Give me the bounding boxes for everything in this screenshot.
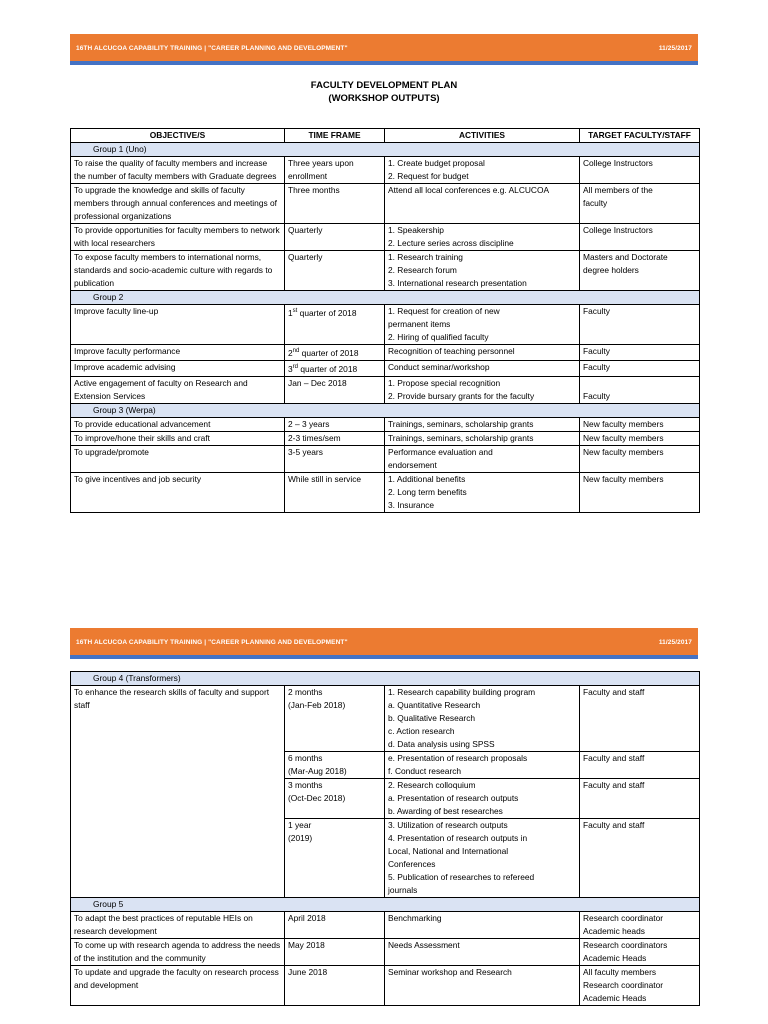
cell-target: New faculty members: [580, 472, 700, 512]
group-row: [71, 291, 700, 305]
cell-target: Faculty: [580, 360, 700, 376]
cell-objective: Improve faculty performance: [71, 345, 285, 361]
cell-activities: Needs Assessment: [385, 939, 580, 966]
page-header-band: [70, 34, 698, 62]
cell-target: New faculty members: [580, 431, 700, 445]
cell-timeframe: 3-5 years: [285, 445, 385, 472]
table-row: [71, 912, 700, 939]
group-row: [71, 672, 700, 686]
cell-target: Faculty: [580, 345, 700, 361]
table-row: [71, 417, 700, 431]
cell-timeframe: While still in service: [285, 472, 385, 512]
header-date: 11/25/2017: [658, 638, 692, 646]
cell-objective: To update and upgrade the faculty on research process and development: [71, 966, 285, 1006]
cell-target: Research coordinators Academic Heads: [580, 939, 700, 966]
cell-target: College Instructors: [580, 224, 700, 251]
cell-timeframe: Jan – Dec 2018: [285, 376, 385, 403]
col-header-target: TARGET FACULTY/STAFF: [580, 129, 700, 143]
document-title-line1: FACULTY DEVELOPMENT PLAN: [310, 80, 458, 91]
cell-objective: To upgrade the knowledge and skills of faculty members through annual conferences and meetings of professional organizations: [71, 184, 285, 224]
cell-activities: Trainings, seminars, scholarship grants: [385, 417, 580, 431]
cell-target: New faculty members: [580, 445, 700, 472]
cell-timeframe: May 2018: [285, 939, 385, 966]
table-row: [71, 376, 700, 403]
cell-timeframe: 3rd quarter of 2018: [285, 360, 385, 376]
cell-activities: Performance evaluation and endorsement: [385, 445, 580, 472]
cell-activities: 1. Create budget proposal 2. Request for budget: [385, 157, 580, 184]
table-row: [71, 445, 700, 472]
cell-objective: To enhance the research skills of faculty and support staff: [71, 686, 285, 898]
cell-activities: Recognition of teaching personnel: [385, 345, 580, 361]
cell-objective: To give incentives and job security: [71, 472, 285, 512]
cell-target: Faculty and staff: [580, 819, 700, 898]
cell-activities: 1. Request for creation of new permanent items 2. Hiring of qualified faculty: [385, 305, 580, 345]
cell-objective: To raise the quality of faculty members and increase the number of faculty members with Graduate degrees: [71, 157, 285, 184]
group-label: Group 5: [71, 898, 700, 912]
document-title: [70, 79, 698, 105]
cell-timeframe: Three months: [285, 184, 385, 224]
faculty-plan-table-continued: [70, 671, 700, 1006]
cell-target: Faculty: [580, 305, 700, 345]
cell-activities: e. Presentation of research proposals f. Conduct research: [385, 752, 580, 779]
col-header-timeframe: TIME FRAME: [285, 129, 385, 143]
cell-objective: To provide educational advancement: [71, 417, 285, 431]
cell-activities: 1. Additional benefits 2. Long term benefits 3. Insurance: [385, 472, 580, 512]
document-title-line2: (WORKSHOP OUTPUTS): [328, 93, 440, 104]
col-header-objective: OBJECTIVE/S: [71, 129, 285, 143]
cell-objective: To adapt the best practices of reputable HEIs on research development: [71, 912, 285, 939]
header-date: 11/25/2017: [658, 44, 692, 52]
cell-objective: Improve faculty line-up: [71, 305, 285, 345]
table-row: [71, 431, 700, 445]
table-row: [71, 251, 700, 291]
cell-timeframe: 2-3 times/sem: [285, 431, 385, 445]
group-row: [71, 403, 700, 417]
cell-timeframe: Quarterly: [285, 251, 385, 291]
cell-activities: 1. Research training 2. Research forum 3. International research presentation: [385, 251, 580, 291]
table-row: [71, 305, 700, 345]
group-label: Group 3 (Werpa): [71, 403, 700, 417]
cell-objective: To come up with research agenda to address the needs of the institution and the community: [71, 939, 285, 966]
table-row: [71, 345, 700, 361]
cell-activities: Conduct seminar/workshop: [385, 360, 580, 376]
cell-timeframe: April 2018: [285, 912, 385, 939]
table-row: [71, 157, 700, 184]
header-training-title: 16TH ALCUCOA CAPABILITY TRAINING | "CAREER PLANNING AND DEVELOPMENT": [76, 638, 348, 646]
cell-target: Faculty and staff: [580, 779, 700, 819]
cell-timeframe: 3 months (Oct-Dec 2018): [285, 779, 385, 819]
table-row: [71, 184, 700, 224]
cell-target: Faculty: [580, 376, 700, 403]
table-row: [71, 224, 700, 251]
group-row: [71, 143, 700, 157]
page2-header-band: [70, 628, 698, 656]
cell-timeframe: 2 – 3 years: [285, 417, 385, 431]
faculty-plan-table: [70, 128, 700, 513]
cell-timeframe: 1st quarter of 2018: [285, 305, 385, 345]
table-row: [71, 939, 700, 966]
col-header-activities: ACTIVITIES: [385, 129, 580, 143]
cell-timeframe: 2 months (Jan-Feb 2018): [285, 686, 385, 752]
group-row: [71, 898, 700, 912]
cell-activities: Attend all local conferences e.g. ALCUCOA: [385, 184, 580, 224]
cell-timeframe: Three years upon enrollment: [285, 157, 385, 184]
table-row: [71, 472, 700, 512]
cell-activities: Seminar workshop and Research: [385, 966, 580, 1006]
group-label: Group 2: [71, 291, 700, 305]
cell-activities: 1. Speakership 2. Lecture series across discipline: [385, 224, 580, 251]
cell-activities: 3. Utilization of research outputs 4. Presentation of research outputs in Local, National and International Conferences 5. Publication of researches to refereed journals: [385, 819, 580, 898]
cell-objective: Active engagement of faculty on Research and Extension Services: [71, 376, 285, 403]
cell-activities: 1. Research capability building program a. Quantitative Research b. Qualitative Research c. Action research d. Data analysis using SPSS: [385, 686, 580, 752]
header-training-title: 16TH ALCUCOA CAPABILITY TRAINING | "CAREER PLANNING AND DEVELOPMENT": [76, 44, 348, 52]
cell-target: All members of the faculty: [580, 184, 700, 224]
table-header-row: [71, 129, 700, 143]
cell-activities: 2. Research colloquium a. Presentation of research outputs b. Awarding of best researches: [385, 779, 580, 819]
cell-timeframe: 6 months (Mar-Aug 2018): [285, 752, 385, 779]
group-label: Group 4 (Transformers): [71, 672, 700, 686]
cell-target: All faculty members Research coordinator Academic Heads: [580, 966, 700, 1006]
cell-target: Masters and Doctorate degree holders: [580, 251, 700, 291]
cell-target: Faculty and staff: [580, 752, 700, 779]
cell-activities: 1. Propose special recognition 2. Provide bursary grants for the faculty: [385, 376, 580, 403]
cell-activities: Benchmarking: [385, 912, 580, 939]
table-row: [71, 686, 700, 752]
cell-timeframe: 2nd quarter of 2018: [285, 345, 385, 361]
cell-target: College Instructors: [580, 157, 700, 184]
header-stripe: [70, 655, 698, 659]
cell-objective: Improve academic advising: [71, 360, 285, 376]
cell-timeframe: Quarterly: [285, 224, 385, 251]
cell-target: Faculty and staff: [580, 686, 700, 752]
cell-target: Research coordinator Academic heads: [580, 912, 700, 939]
cell-objective: To upgrade/promote: [71, 445, 285, 472]
header-stripe: [70, 61, 698, 65]
table-row: [71, 966, 700, 1006]
cell-timeframe: 1 year (2019): [285, 819, 385, 898]
cell-objective: To expose faculty members to international norms, standards and socio-academic culture with regards to publication: [71, 251, 285, 291]
cell-target: New faculty members: [580, 417, 700, 431]
cell-activities: Trainings, seminars, scholarship grants: [385, 431, 580, 445]
group-label: Group 1 (Uno): [71, 143, 700, 157]
cell-objective: To provide opportunities for faculty members to network with local researchers: [71, 224, 285, 251]
cell-objective: To improve/hone their skills and craft: [71, 431, 285, 445]
cell-timeframe: June 2018: [285, 966, 385, 1006]
table-row: [71, 360, 700, 376]
